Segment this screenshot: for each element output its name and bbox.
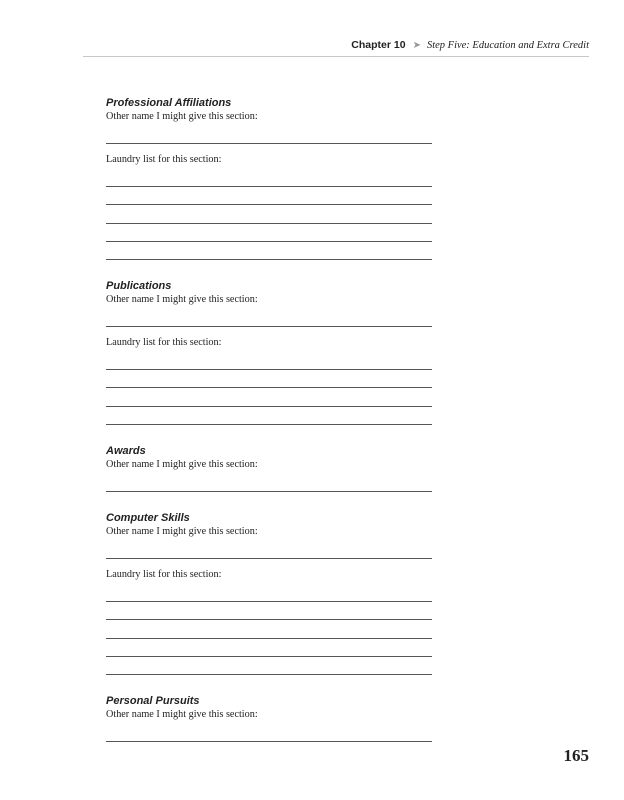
section-heading: Awards bbox=[106, 445, 146, 458]
other-name-blank-line[interactable] bbox=[106, 307, 432, 327]
spacer bbox=[106, 492, 432, 511]
laundry-list-blank-line[interactable] bbox=[106, 187, 432, 205]
page-number: 165 bbox=[563, 746, 589, 765]
spacer bbox=[106, 425, 432, 444]
laundry-list-blank-line[interactable] bbox=[106, 657, 432, 675]
other-name-blank-line[interactable] bbox=[106, 124, 432, 144]
section-heading: Personal Pursuits bbox=[106, 695, 200, 708]
other-name-prompt: Other name I might give this section: bbox=[106, 526, 258, 538]
section-heading: Computer Skills bbox=[106, 512, 190, 525]
laundry-list-blank-line[interactable] bbox=[106, 388, 432, 406]
laundry-list-blank-line[interactable] bbox=[106, 620, 432, 638]
laundry-list-prompt: Laundry list for this section: bbox=[106, 569, 222, 581]
laundry-list-blank-line[interactable] bbox=[106, 602, 432, 620]
running-head bbox=[351, 39, 589, 51]
worksheet-section bbox=[106, 279, 432, 444]
spacer bbox=[106, 144, 432, 153]
section-heading: Publications bbox=[106, 280, 172, 293]
worksheet bbox=[106, 96, 432, 742]
laundry-list-blank-line[interactable] bbox=[106, 224, 432, 242]
other-name-prompt: Other name I might give this section: bbox=[106, 111, 258, 122]
laundry-list-blank-line[interactable] bbox=[106, 582, 432, 602]
other-name-prompt: Other name I might give this section: bbox=[106, 709, 258, 721]
laundry-list-blank-line[interactable] bbox=[106, 407, 432, 425]
worksheet-section bbox=[106, 444, 432, 511]
other-name-prompt: Other name I might give this section: bbox=[106, 459, 258, 471]
spacer bbox=[106, 675, 432, 694]
laundry-list-blank-line[interactable] bbox=[106, 242, 432, 260]
laundry-list-prompt: Laundry list for this section: bbox=[106, 154, 222, 165]
laundry-list-prompt: Laundry list for this section: bbox=[106, 337, 222, 349]
section-heading: Professional Affiliations bbox=[106, 97, 232, 109]
spacer bbox=[106, 260, 432, 279]
laundry-list-blank-line[interactable] bbox=[106, 639, 432, 657]
header-rule bbox=[83, 56, 589, 57]
other-name-blank-line[interactable] bbox=[106, 472, 432, 492]
worksheet-section bbox=[106, 96, 432, 279]
worksheet-section bbox=[106, 694, 432, 742]
arrow-icon: ➤ bbox=[412, 40, 421, 51]
laundry-list-blank-line[interactable] bbox=[106, 167, 432, 187]
other-name-blank-line[interactable] bbox=[106, 539, 432, 559]
spacer bbox=[106, 559, 432, 568]
laundry-list-blank-line[interactable] bbox=[106, 205, 432, 223]
worksheet-section bbox=[106, 511, 432, 694]
other-name-prompt: Other name I might give this section: bbox=[106, 294, 258, 306]
laundry-list-blank-line[interactable] bbox=[106, 370, 432, 388]
chapter-label: Chapter 10 bbox=[351, 39, 406, 51]
spacer bbox=[106, 327, 432, 336]
laundry-list-blank-line[interactable] bbox=[106, 350, 432, 370]
other-name-blank-line[interactable] bbox=[106, 722, 432, 742]
chapter-title: Step Five: Education and Extra Credit bbox=[426, 40, 589, 51]
